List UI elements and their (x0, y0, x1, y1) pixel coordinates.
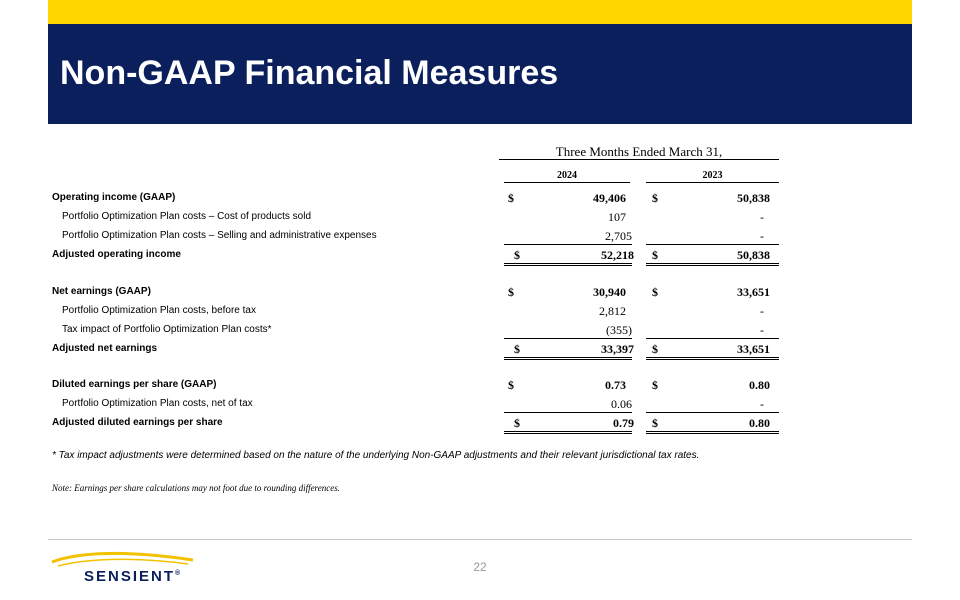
period-header-underline (499, 159, 779, 160)
footnote: * Tax impact adjustments were determined based on the nature of the underlying Non-GAAP adjustments and their relevant jurisdictional tax rates. (52, 450, 700, 461)
table-row (48, 246, 788, 264)
total-double-underline (646, 431, 779, 434)
value-2023: 33,651 (737, 342, 770, 356)
row-label: Portfolio Optimization Plan costs, before tax (62, 305, 256, 316)
value-2023: 33,651 (737, 285, 770, 299)
table-row (48, 189, 788, 207)
value-2024: 30,940 (593, 285, 626, 299)
footer-divider (48, 539, 912, 540)
table-row (48, 414, 788, 432)
year-2023-underline (646, 182, 779, 183)
currency-symbol: $ (652, 285, 658, 299)
table-row (48, 395, 788, 413)
top-accent-bar (48, 0, 912, 24)
value-2024: (355) (606, 323, 632, 337)
currency-symbol: $ (514, 248, 520, 262)
value-2024: 52,218 (601, 248, 634, 262)
row-label: Portfolio Optimization Plan costs – Selling and administrative expenses (62, 230, 377, 241)
value-2024: 0.73 (605, 378, 626, 392)
note: Note: Earnings per share calculations may not foot due to rounding differences. (52, 483, 340, 493)
registered-mark: ® (175, 570, 183, 577)
table-row (48, 321, 788, 339)
value-2023: - (760, 210, 764, 224)
currency-symbol: $ (652, 248, 658, 262)
total-double-underline (646, 263, 779, 266)
year-2024-underline (504, 182, 630, 183)
total-double-underline (646, 357, 779, 360)
row-label: Adjusted net earnings (52, 343, 158, 354)
currency-symbol: $ (508, 285, 514, 299)
currency-symbol: $ (652, 378, 658, 392)
total-double-underline (504, 357, 632, 360)
currency-symbol: $ (652, 342, 658, 356)
value-2024: 2,812 (599, 304, 626, 318)
table-row (48, 227, 788, 245)
value-2024: 49,406 (593, 191, 626, 205)
subtotal-underline (504, 412, 632, 413)
value-2024: 33,397 (601, 342, 634, 356)
page-title: Non-GAAP Financial Measures (60, 54, 559, 92)
value-2023: - (760, 229, 764, 243)
row-label: Operating income (GAAP) (52, 192, 176, 203)
currency-symbol: $ (652, 191, 658, 205)
subtotal-underline (646, 338, 779, 339)
value-2024: 107 (608, 210, 626, 224)
value-2023: 50,838 (737, 248, 770, 262)
currency-symbol: $ (508, 378, 514, 392)
value-2023: 0.80 (749, 378, 770, 392)
table-row (48, 340, 788, 358)
year-2024-header: 2024 (557, 170, 577, 181)
subtotal-underline (646, 412, 779, 413)
title-banner (48, 24, 912, 124)
sensient-logo (48, 548, 198, 588)
page-number: 22 (473, 560, 487, 574)
value-2023: - (760, 323, 764, 337)
value-2024: 0.79 (613, 416, 634, 430)
currency-symbol: $ (514, 416, 520, 430)
value-2024: 0.06 (611, 397, 632, 411)
row-label: Net earnings (GAAP) (52, 286, 151, 297)
row-label: Portfolio Optimization Plan costs, net of tax (62, 398, 253, 409)
table-row (48, 208, 788, 226)
currency-symbol: $ (652, 416, 658, 430)
row-label: Adjusted diluted earnings per share (52, 417, 223, 428)
value-2023: 50,838 (737, 191, 770, 205)
row-label: Adjusted operating income (52, 249, 181, 260)
value-2024: 2,705 (605, 229, 632, 243)
value-2023: 0.80 (749, 416, 770, 430)
table-row (48, 302, 788, 320)
total-double-underline (504, 431, 632, 434)
currency-symbol: $ (508, 191, 514, 205)
row-label: Portfolio Optimization Plan costs – Cost of products sold (62, 211, 312, 222)
year-2023-header: 2023 (702, 170, 723, 181)
period-header: Three Months Ended March 31, (555, 144, 723, 159)
table-row (48, 283, 788, 301)
subtotal-underline (504, 244, 632, 245)
row-label: Tax impact of Portfolio Optimization Plan costs* (62, 324, 272, 335)
currency-symbol: $ (514, 342, 520, 356)
subtotal-underline (504, 338, 632, 339)
subtotal-underline (646, 244, 779, 245)
value-2023: - (760, 397, 764, 411)
value-2023: - (760, 304, 764, 318)
logo-text (84, 568, 182, 585)
logo-wordmark: SENSIENT (84, 568, 176, 585)
row-label: Diluted earnings per share (GAAP) (52, 379, 217, 390)
total-double-underline (504, 263, 632, 266)
table-row (48, 376, 788, 394)
